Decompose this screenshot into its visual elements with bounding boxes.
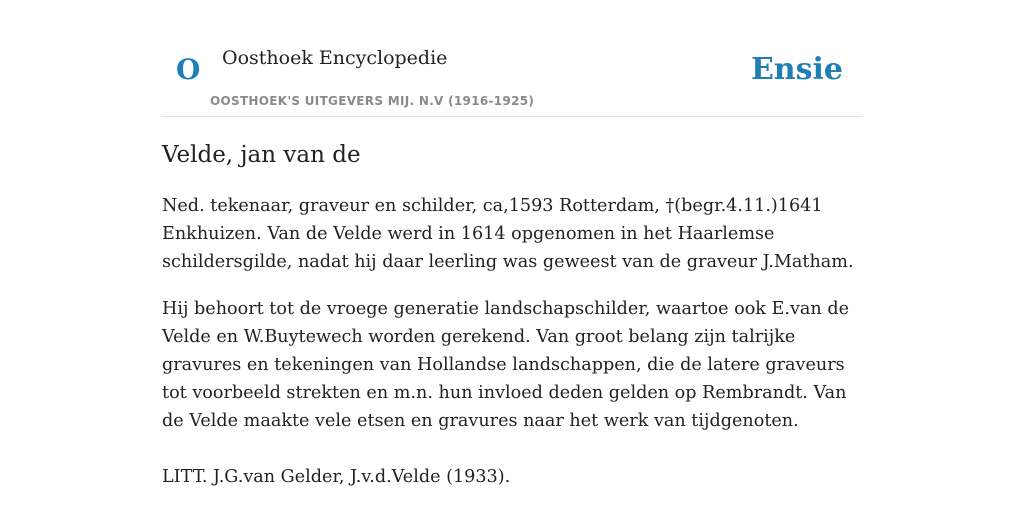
oosthoek-logo[interactable]: O [176,53,201,86]
ensie-brand-link[interactable]: Ensie [750,52,843,87]
entry-title: Velde, jan van de [162,142,361,168]
article-paragraph-2: Hij behoort tot de vroege generatie landschapschilder, waartoe ook E.van de Velde en W.Buytewech worden gerekend. Van groot belang zijn talrijke gravures en tekeningen van Hollandse landschappen, die de latere graveurs tot voorbeeld strekten en m.n. hun invloed deden gelden op Rembrandt. Van de Velde maakte vele etsen en gravures naar het werk van tijdgenoten. [162,299,850,431]
site-header [162,0,862,117]
page [162,0,862,487]
site-title[interactable]: Oosthoek Encyclopedie [222,47,448,69]
publisher-subtitle: OOSTHOEK'S UITGEVERS MIJ. N.V (1916-1925) [210,94,535,108]
literature-reference: LITT. J.G.van Gelder, J.v.d.Velde (1933). [162,467,511,487]
article-paragraph-1: Ned. tekenaar, graveur en schilder, ca,1593 Rotterdam, †(begr.4.11.)1641 Enkhuizen. Van de Velde werd in 1614 opgenomen in het Haarlemse schildersgilde, nadat hij daar leerling was geweest van de graveur J.Matham. [162,196,854,272]
